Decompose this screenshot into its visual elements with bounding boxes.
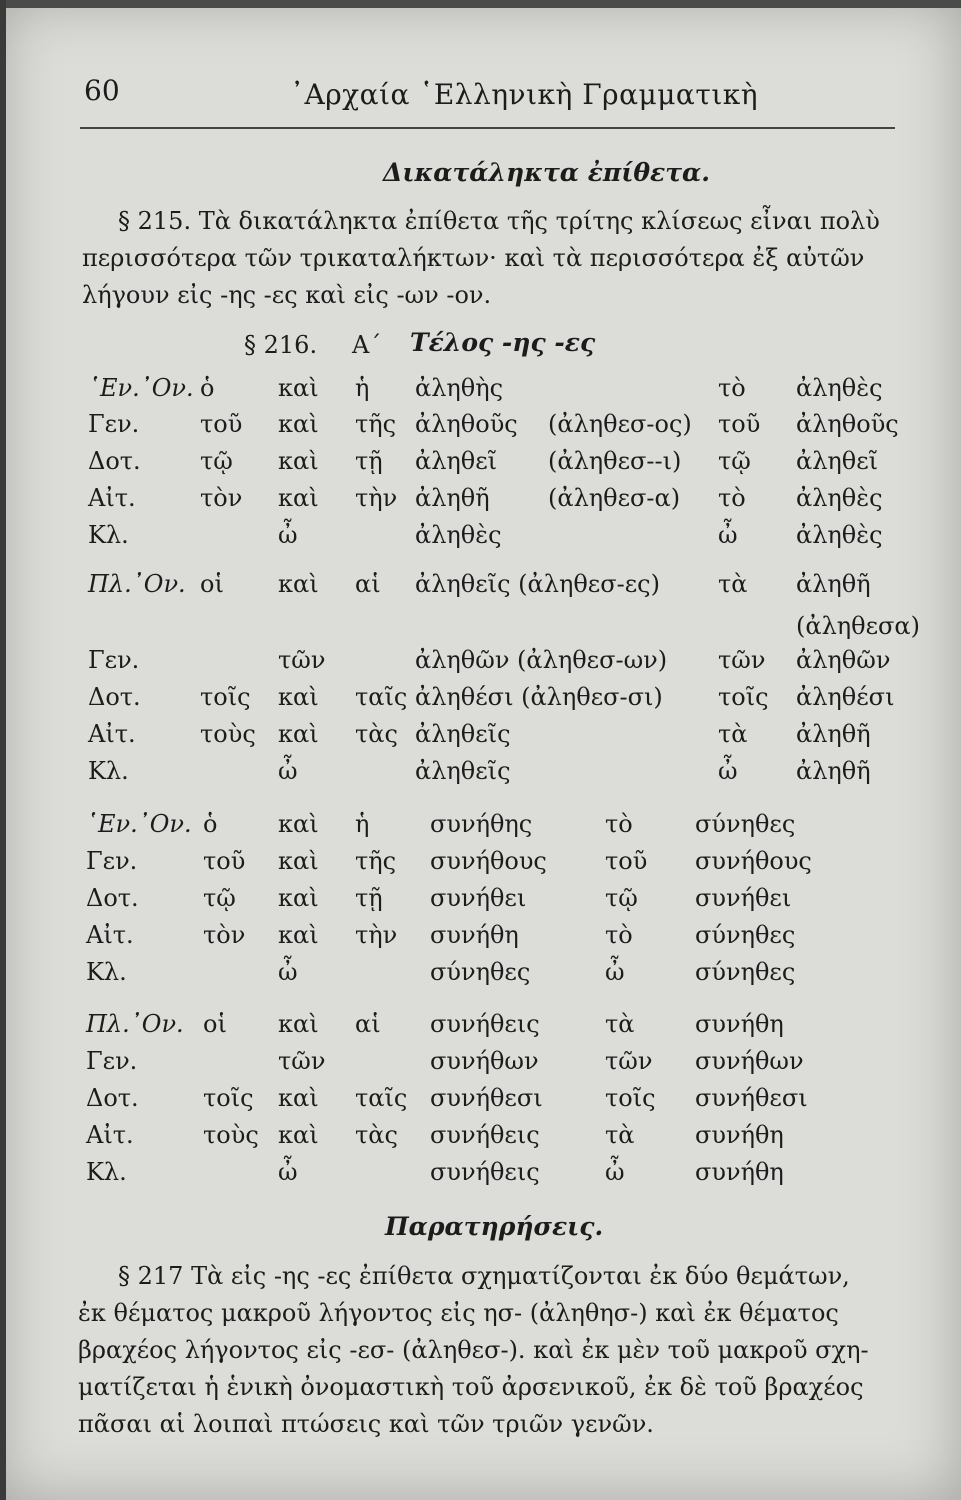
table1-cell-r7-c0: Γεν. — [88, 646, 140, 674]
running-title: ᾿Αρχαία ῾Ελληνικὴ Γραμματικὴ — [290, 78, 759, 111]
header-rule — [80, 127, 895, 129]
table2-cell-r9-c2: ὦ — [278, 1158, 298, 1186]
table1-cell-r2-c4: ἀληθεῖ — [415, 447, 498, 475]
table2-cell-r8-c0: Αἰτ. — [86, 1121, 134, 1149]
table2-cell-r2-c0: Δοτ. — [86, 884, 139, 912]
paragraph-217-line-1: § 217 Τὰ εἰς -ης -ες ἐπίθετα σχηματίζονται ἐκ δύο θεμάτων, — [118, 1262, 850, 1290]
table1-cell-r1-c6: τοῦ — [718, 410, 761, 438]
table1-cell-r3-c4: ἀληθῆ — [415, 484, 490, 512]
table2-cell-r0-c6: σύνηθες — [695, 810, 796, 838]
paragraph-217-line-5: πᾶσαι αἱ λοιπαὶ πτώσεις καὶ τῶν τριῶν γενῶν. — [78, 1410, 654, 1438]
table2-cell-r2-c3: τῇ — [355, 884, 383, 912]
table2-cell-r7-c4: συνήθεσι — [430, 1084, 543, 1112]
table2-cell-r4-c4: σύνηθες — [430, 958, 531, 986]
table1-cell-r4-c7: ἀληθὲς — [796, 521, 883, 549]
table1-cell-r9-c3: τὰς — [355, 720, 398, 748]
table2-cell-r5-c5: τὰ — [605, 1010, 635, 1038]
table2-cell-r4-c5: ὦ — [605, 958, 625, 986]
table1-cell-r3-c2: καὶ — [278, 484, 319, 512]
table1-cell-r9-c0: Αἰτ. — [88, 720, 136, 748]
table2-cell-r2-c5: τῷ — [605, 884, 638, 912]
table2-cell-r9-c4: συνήθεις — [430, 1158, 540, 1186]
table2-cell-r6-c5: τῶν — [605, 1047, 653, 1075]
paragraph-217-line-3: βραχέος λήγοντος εἰς -εσ- (ἀληθεσ-). καὶ ἐκ μὲν τοῦ μακροῦ σχη- — [78, 1336, 869, 1364]
table1-cell-r5-c4: ἀληθεῖς (ἀληθεσ-ες) — [415, 570, 660, 598]
table1-cell-r9-c4: ἀληθεῖς — [415, 720, 511, 748]
table2-cell-r4-c0: Κλ. — [86, 958, 127, 986]
table1-cell-r6-c7: (ἀληθεσα) — [796, 612, 920, 640]
table2-cell-r1-c5: τοῦ — [605, 847, 648, 875]
table2-cell-r3-c6: σύνηθες — [695, 921, 796, 949]
table1-cell-r1-c4: ἀληθοῦς — [415, 410, 518, 438]
table2-cell-r3-c4: συνήθη — [430, 921, 519, 949]
table1-cell-r8-c2: καὶ — [278, 683, 319, 711]
table1-cell-r9-c6: τὰ — [718, 720, 748, 748]
table1-cell-r5-c2: καὶ — [278, 570, 319, 598]
table2-cell-r8-c4: συνήθεις — [430, 1121, 540, 1149]
table1-cell-r9-c7: ἀληθῆ — [796, 720, 871, 748]
table2-cell-r3-c3: τὴν — [355, 921, 398, 949]
table1-cell-r3-c0: Αἰτ. — [88, 484, 136, 512]
table2-cell-r6-c2: τῶν — [278, 1047, 326, 1075]
table2-cell-r3-c2: καὶ — [278, 921, 319, 949]
table1-cell-r0-c3: ἡ — [355, 374, 370, 402]
table2-cell-r3-c0: Αἰτ. — [86, 921, 134, 949]
table2-cell-r5-c2: καὶ — [278, 1010, 319, 1038]
table1-cell-r3-c3: τὴν — [355, 484, 398, 512]
table1-cell-r0-c0: ῾Εν.᾿Ον. — [88, 374, 194, 402]
table1-cell-r9-c2: καὶ — [278, 720, 319, 748]
table1-cell-r4-c6: ὦ — [718, 521, 738, 549]
table2-cell-r1-c2: καὶ — [278, 847, 319, 875]
table1-cell-r0-c6: τὸ — [718, 374, 746, 402]
table2-cell-r7-c1: τοῖς — [203, 1084, 254, 1112]
paragraph-217-line-2: ἐκ θέματος μακροῦ λήγοντος εἰς ησ- (ἀληθησ-) καὶ ἐκ θέματος — [78, 1299, 839, 1327]
table2-cell-r4-c6: σύνηθες — [695, 958, 796, 986]
table1-cell-r3-c7: ἀληθὲς — [796, 484, 883, 512]
table2-cell-r0-c5: τὸ — [605, 810, 633, 838]
remarks-heading: Παρατηρήσεις. — [385, 1212, 604, 1241]
paragraph-217-line-4: ματίζεται ἡ ἑνικὴ ὀνομαστικὴ τοῦ ἀρσενικοῦ, ἐκ δὲ τοῦ βραχέος — [78, 1373, 864, 1401]
table1-cell-r2-c0: Δοτ. — [88, 447, 141, 475]
paragraph-215-line-2: περισσότερα τῶν τρικαταλήκτων· καὶ τὰ περισσότερα ἐξ αὐτῶν — [82, 244, 865, 272]
table1-cell-r3-c5: (ἀληθεσ-α) — [548, 484, 681, 512]
table1-cell-r2-c7: ἀληθεῖ — [796, 447, 879, 475]
table1-cell-r1-c2: καὶ — [278, 410, 319, 438]
table1-cell-r8-c4: ἀληθέσι (ἀληθεσ-σι) — [415, 683, 663, 711]
table1-cell-r8-c1: τοῖς — [200, 683, 251, 711]
table2-cell-r9-c0: Κλ. — [86, 1158, 127, 1186]
table1-cell-r0-c2: καὶ — [278, 374, 319, 402]
table2-cell-r3-c1: τὸν — [203, 921, 246, 949]
table1-cell-r1-c5: (ἀληθεσ-ος) — [548, 410, 692, 438]
table2-cell-r6-c4: συνήθων — [430, 1047, 539, 1075]
paragraph-215-line-1: § 215. Τὰ δικατάληκτα ἐπίθετα τῆς τρίτης κλίσεως εἶναι πολὺ — [118, 207, 880, 235]
table2-cell-r0-c3: ἡ — [355, 810, 370, 838]
table1-cell-r2-c1: τῷ — [200, 447, 233, 475]
table1-cell-r1-c7: ἀληθοῦς — [796, 410, 899, 438]
table2-cell-r1-c6: συνήθους — [695, 847, 812, 875]
table1-cell-r7-c7: ἀληθῶν — [796, 646, 891, 674]
table1-cell-r5-c3: αἱ — [355, 570, 381, 598]
table2-cell-r4-c2: ὦ — [278, 958, 298, 986]
table1-cell-r1-c1: τοῦ — [200, 410, 243, 438]
table2-cell-r8-c1: τοὺς — [203, 1121, 259, 1149]
table1-cell-r4-c2: ὦ — [278, 521, 298, 549]
table2-cell-r6-c0: Γεν. — [86, 1047, 138, 1075]
table2-cell-r9-c6: συνήθη — [695, 1158, 784, 1186]
table2-cell-r7-c6: συνήθεσι — [695, 1084, 808, 1112]
table2-cell-r7-c2: καὶ — [278, 1084, 319, 1112]
table2-cell-r5-c6: συνήθη — [695, 1010, 784, 1038]
table1-cell-r3-c1: τὸν — [200, 484, 243, 512]
table1-cell-r4-c4: ἀληθὲς — [415, 521, 502, 549]
table1-cell-r0-c4: ἀληθὴς — [415, 374, 504, 402]
page-top-edge — [0, 0, 961, 8]
table2-cell-r7-c0: Δοτ. — [86, 1084, 139, 1112]
table1-cell-r5-c1: οἱ — [200, 570, 224, 598]
table1-cell-r10-c2: ὦ — [278, 757, 298, 785]
section-heading: Δικατάληκτα ἐπίθετα. — [383, 158, 710, 187]
table2-cell-r0-c2: καὶ — [278, 810, 319, 838]
table1-cell-r10-c7: ἀληθῆ — [796, 757, 871, 785]
table1-cell-r7-c4: ἀληθῶν (ἀληθεσ-ων) — [415, 646, 668, 674]
page-number: 60 — [84, 74, 120, 107]
table2-cell-r9-c5: ὦ — [605, 1158, 625, 1186]
table1-cell-r8-c7: ἀληθέσι — [796, 683, 895, 711]
table1-cell-r1-c3: τῆς — [355, 410, 397, 438]
table1-cell-r2-c2: καὶ — [278, 447, 319, 475]
table1-cell-r8-c3: ταῖς — [355, 683, 408, 711]
table1-cell-r4-c0: Κλ. — [88, 521, 129, 549]
table1-cell-r10-c0: Κλ. — [88, 757, 129, 785]
table2-cell-r1-c0: Γεν. — [86, 847, 138, 875]
table2-cell-r8-c6: συνήθη — [695, 1121, 784, 1149]
paragraph-215-line-3: λήγουν εἰς -ης -ες καὶ εἰς -ων -ον. — [82, 281, 492, 309]
table2-cell-r8-c3: τὰς — [355, 1121, 398, 1149]
table2-cell-r2-c2: καὶ — [278, 884, 319, 912]
table1-cell-r10-c6: ὦ — [718, 757, 738, 785]
table1-cell-r9-c1: τοὺς — [200, 720, 256, 748]
page-left-edge — [0, 0, 6, 1500]
table1-cell-r5-c7: ἀληθῆ — [796, 570, 871, 598]
table1-cell-r1-c0: Γεν. — [88, 410, 140, 438]
table2-cell-r0-c1: ὁ — [203, 810, 218, 838]
table2-cell-r5-c0: Πλ.᾿Ον. — [86, 1010, 184, 1038]
table1-cell-r10-c4: ἀληθεῖς — [415, 757, 511, 785]
table1-cell-r8-c0: Δοτ. — [88, 683, 141, 711]
table1-cell-r7-c6: τῶν — [718, 646, 766, 674]
table1-cell-r2-c6: τῷ — [718, 447, 751, 475]
table2-cell-r2-c1: τῷ — [203, 884, 236, 912]
subsection-title: Τέλος -ης -ες — [410, 328, 596, 357]
table1-cell-r8-c6: τοῖς — [718, 683, 769, 711]
table2-cell-r1-c4: συνήθους — [430, 847, 547, 875]
table2-cell-r5-c3: αἱ — [355, 1010, 381, 1038]
table2-cell-r1-c1: τοῦ — [203, 847, 246, 875]
table1-cell-r5-c0: Πλ.᾿Ον. — [88, 570, 186, 598]
table2-cell-r0-c4: συνήθης — [430, 810, 533, 838]
table2-cell-r7-c5: τοῖς — [605, 1084, 656, 1112]
table2-cell-r1-c3: τῆς — [355, 847, 397, 875]
table2-cell-r2-c6: συνήθει — [695, 884, 792, 912]
table2-cell-r2-c4: συνήθει — [430, 884, 527, 912]
table2-cell-r3-c5: τὸ — [605, 921, 633, 949]
table1-cell-r0-c1: ὁ — [200, 374, 215, 402]
table2-cell-r7-c3: ταῖς — [355, 1084, 408, 1112]
table2-cell-r0-c0: ῾Εν.᾿Ον. — [86, 810, 192, 838]
table2-cell-r5-c1: οἱ — [203, 1010, 227, 1038]
table1-cell-r0-c7: ἀληθὲς — [796, 374, 883, 402]
table1-cell-r5-c6: τὰ — [718, 570, 748, 598]
table1-cell-r2-c3: τῇ — [355, 447, 383, 475]
table2-cell-r5-c4: συνήθεις — [430, 1010, 540, 1038]
table1-cell-r3-c6: τὸ — [718, 484, 746, 512]
table2-cell-r6-c6: συνήθων — [695, 1047, 804, 1075]
subsection-number: § 216. — [244, 331, 318, 359]
table1-cell-r2-c5: (ἀληθεσ--ι) — [548, 447, 682, 475]
table1-cell-r7-c2: τῶν — [278, 646, 326, 674]
table2-cell-r8-c5: τὰ — [605, 1121, 635, 1149]
subsection-label: Α΄ — [352, 331, 382, 359]
table2-cell-r8-c2: καὶ — [278, 1121, 319, 1149]
